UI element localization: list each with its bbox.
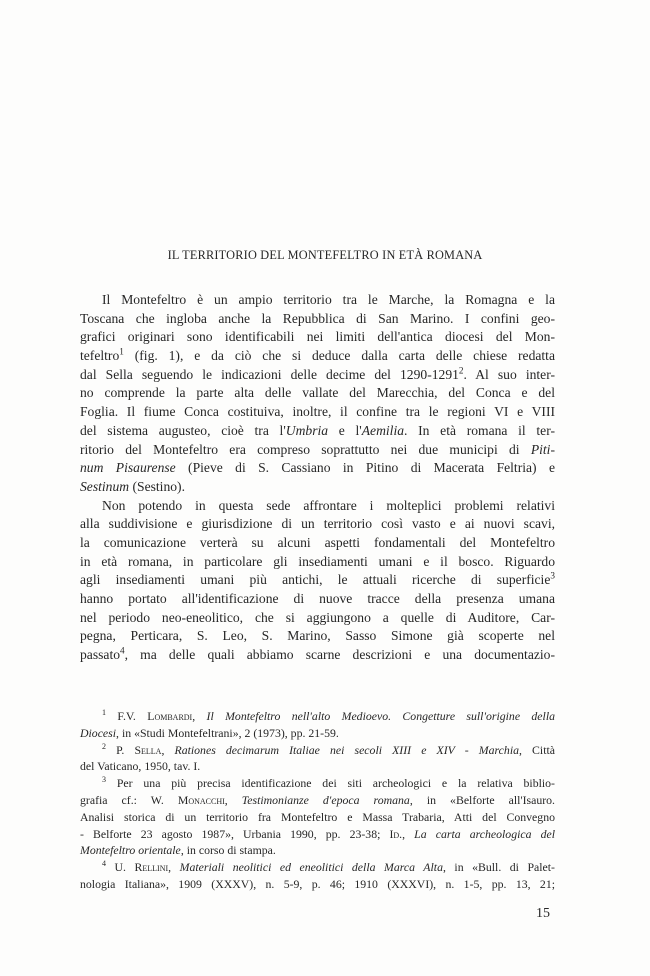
author-name: Monacchi: [177, 792, 225, 807]
text-run: in età romana, in particolare gli insediamenti umani e il bosco. Riguardo: [80, 553, 555, 569]
text-line: [80, 571, 555, 590]
author-name: Id.: [389, 826, 403, 841]
text-run: P.: [106, 742, 135, 757]
footnote-marker: 1: [102, 708, 107, 718]
text-line: [80, 310, 555, 329]
text-run: del sistema augusteo, cioè tra l': [80, 422, 286, 438]
text-line: [80, 627, 555, 646]
italic-run: num Pisaurense: [80, 460, 176, 476]
footnote-line: [80, 725, 555, 742]
text-run: del Vaticano, 1950, tav. I.: [80, 759, 201, 774]
footnote-marker: 3: [102, 775, 107, 785]
text-run: Non potendo in questa sede affrontare i molteplici problemi relativi: [102, 497, 555, 513]
text-run: ritorio del Montefeltro era compreso soprattutto nei due municipi di: [80, 441, 531, 457]
text-run: U.: [106, 860, 135, 875]
author-name: Lombardi: [147, 709, 193, 723]
italic-run: Sestinum: [80, 478, 130, 494]
text-line: [80, 422, 555, 441]
text-line: [80, 646, 555, 665]
page-number: 15: [536, 906, 550, 921]
text-run: tefeltro: [80, 348, 120, 364]
text-run: . Al suo inter-: [463, 366, 555, 382]
text-run: alla suddivisione e giurisdizione di un territorio così vasto e ai nuovi scavi,: [80, 516, 555, 532]
text-run: e l': [328, 422, 362, 438]
footnote-line: [80, 742, 555, 759]
text-run: grafia cf.: W.: [80, 792, 178, 807]
text-run: . In età romana il ter-: [404, 422, 555, 438]
text-run: ,: [224, 792, 242, 807]
footnote-marker: 4: [102, 859, 107, 869]
footnote-line: [80, 708, 555, 725]
text-line: [80, 609, 555, 628]
text-run: (Pieve di S. Cassiano in Pitino di Macerata Feltria) e: [175, 460, 555, 476]
text-line: [80, 403, 555, 422]
text-run: Toscana che ingloba anche la Repubblica di San Marino. I confini geo-: [80, 310, 555, 326]
italic-run: Diocesi: [80, 725, 117, 740]
footnote-line: [80, 826, 555, 843]
footnotes: [80, 708, 555, 893]
text-run: , in corso di stampa.: [180, 843, 276, 858]
text-run: F.V.: [106, 709, 148, 723]
text-run: passato: [80, 647, 121, 663]
italic-run: Testimonianze d'epoca romana: [241, 792, 410, 807]
text-line: [80, 384, 555, 403]
text-run: , in «Studi Montefeltrani», 2 (1973), pp. 21-59.: [116, 725, 339, 740]
text-run: ,: [192, 709, 207, 723]
italic-run: Materiali neolitici ed eneolitici della Marca Alta: [179, 860, 443, 875]
author-name: Rellini: [134, 860, 169, 875]
text-run: Foglia. Il fiume Conca costituiva, inoltre, il confine tra le regioni VI e VIII: [80, 404, 555, 420]
footnote-marker: 1: [119, 346, 124, 357]
text-run: ,: [402, 826, 415, 841]
footnote-marker: 4: [120, 645, 125, 656]
main-text: [80, 291, 555, 665]
text-run: , in «Bull. di Palet-: [442, 860, 555, 875]
text-run: , ma delle quali abbiamo scarne descrizioni e una documentazio-: [124, 647, 555, 663]
italic-run: Piti-: [530, 441, 555, 457]
text-run: ,: [161, 742, 175, 757]
author-name: Sella: [134, 742, 162, 757]
text-run: ,: [168, 860, 180, 875]
text-run: dal Sella seguendo le indicazioni delle decime del 1290-1291: [80, 366, 459, 382]
text-line: [80, 291, 555, 310]
text-run: nel periodo neo-eneolitico, che si aggiungono a quelle di Auditore, Car-: [80, 609, 555, 625]
footnote-line: [80, 842, 555, 859]
text-line: [80, 515, 555, 534]
text-run: grafici originari sono identificabili nei limiti dell'antica diocesi del Mon-: [80, 329, 555, 345]
footnote-line: [80, 876, 555, 893]
text-run: - Belforte 23 agosto 1987», Urbania 1990, pp. 23-38;: [80, 826, 390, 841]
text-run: , Città: [519, 742, 555, 757]
text-line: [80, 534, 555, 553]
footnote-line: [80, 775, 555, 792]
text-run: nologia Italiana», 1909 (XXXV), n. 5-9, p. 46; 1910 (XXXVI), n. 1-5, pp. 13, 21;: [80, 876, 555, 891]
text-line: [80, 347, 555, 366]
italic-run: La carta archeologica del: [414, 826, 556, 841]
footnote-line: [80, 859, 555, 876]
text-run: Analisi storica di un territorio fra Montefeltro e Massa Trabaria, Atti del Convegno: [80, 809, 555, 824]
italic-run: Aemilia: [361, 422, 405, 438]
text-run: (Sestino).: [129, 478, 185, 494]
text-line: [80, 366, 555, 385]
text-line: [80, 478, 555, 497]
text-run: Il Montefeltro è un ampio territorio tra le Marche, la Romagna e la: [102, 292, 555, 307]
text-line: [80, 497, 555, 516]
footnote-marker: 3: [550, 570, 555, 581]
text-line: [80, 590, 555, 609]
footnote-line: [80, 792, 555, 809]
footnote-marker: 2: [102, 741, 107, 751]
footnote-marker: 2: [458, 365, 464, 376]
chapter-title: IL TERRITORIO DEL MONTEFELTRO IN ETÀ ROMANA: [167, 248, 483, 262]
text-run: (fig. 1), e da ciò che si deduce dalla carta delle chiese redatta: [123, 348, 555, 364]
text-run: hanno portato all'identificazione di nuove tracce della presenza umana: [80, 591, 555, 606]
italic-run: Umbria: [285, 422, 329, 438]
text-run: , in «Belforte all'Isauro.: [409, 792, 555, 807]
text-run: pegna, Perticara, S. Leo, S. Marino, Sasso Simone già scoperte nel: [80, 628, 555, 644]
text-run: agli insediamenti umani più antichi, le attuali ricerche di superficie: [80, 572, 551, 588]
text-line: [80, 459, 555, 478]
text-line: [80, 328, 555, 347]
text-line: [80, 553, 555, 572]
text-line: [80, 441, 555, 460]
text-run: no comprende la parte alta delle vallate del Marecchia, del Conca e del: [80, 385, 555, 401]
text-run: Per una più precisa identificazione dei siti archeologici e la relativa biblio-: [106, 776, 555, 791]
italic-run: Montefeltro orientale: [80, 843, 181, 858]
italic-run: Il Montefeltro nell'alto Medioevo. Congetture sull'origine della: [206, 709, 555, 723]
footnote-line: [80, 809, 555, 826]
text-run: la comunicazione verterà su alcuni aspetti fondamentali del Montefeltro: [80, 534, 555, 550]
italic-run: Rationes decimarum Italiae nei secoli XIII e XIV - Marchia: [174, 742, 519, 757]
footnote-line: [80, 758, 555, 775]
